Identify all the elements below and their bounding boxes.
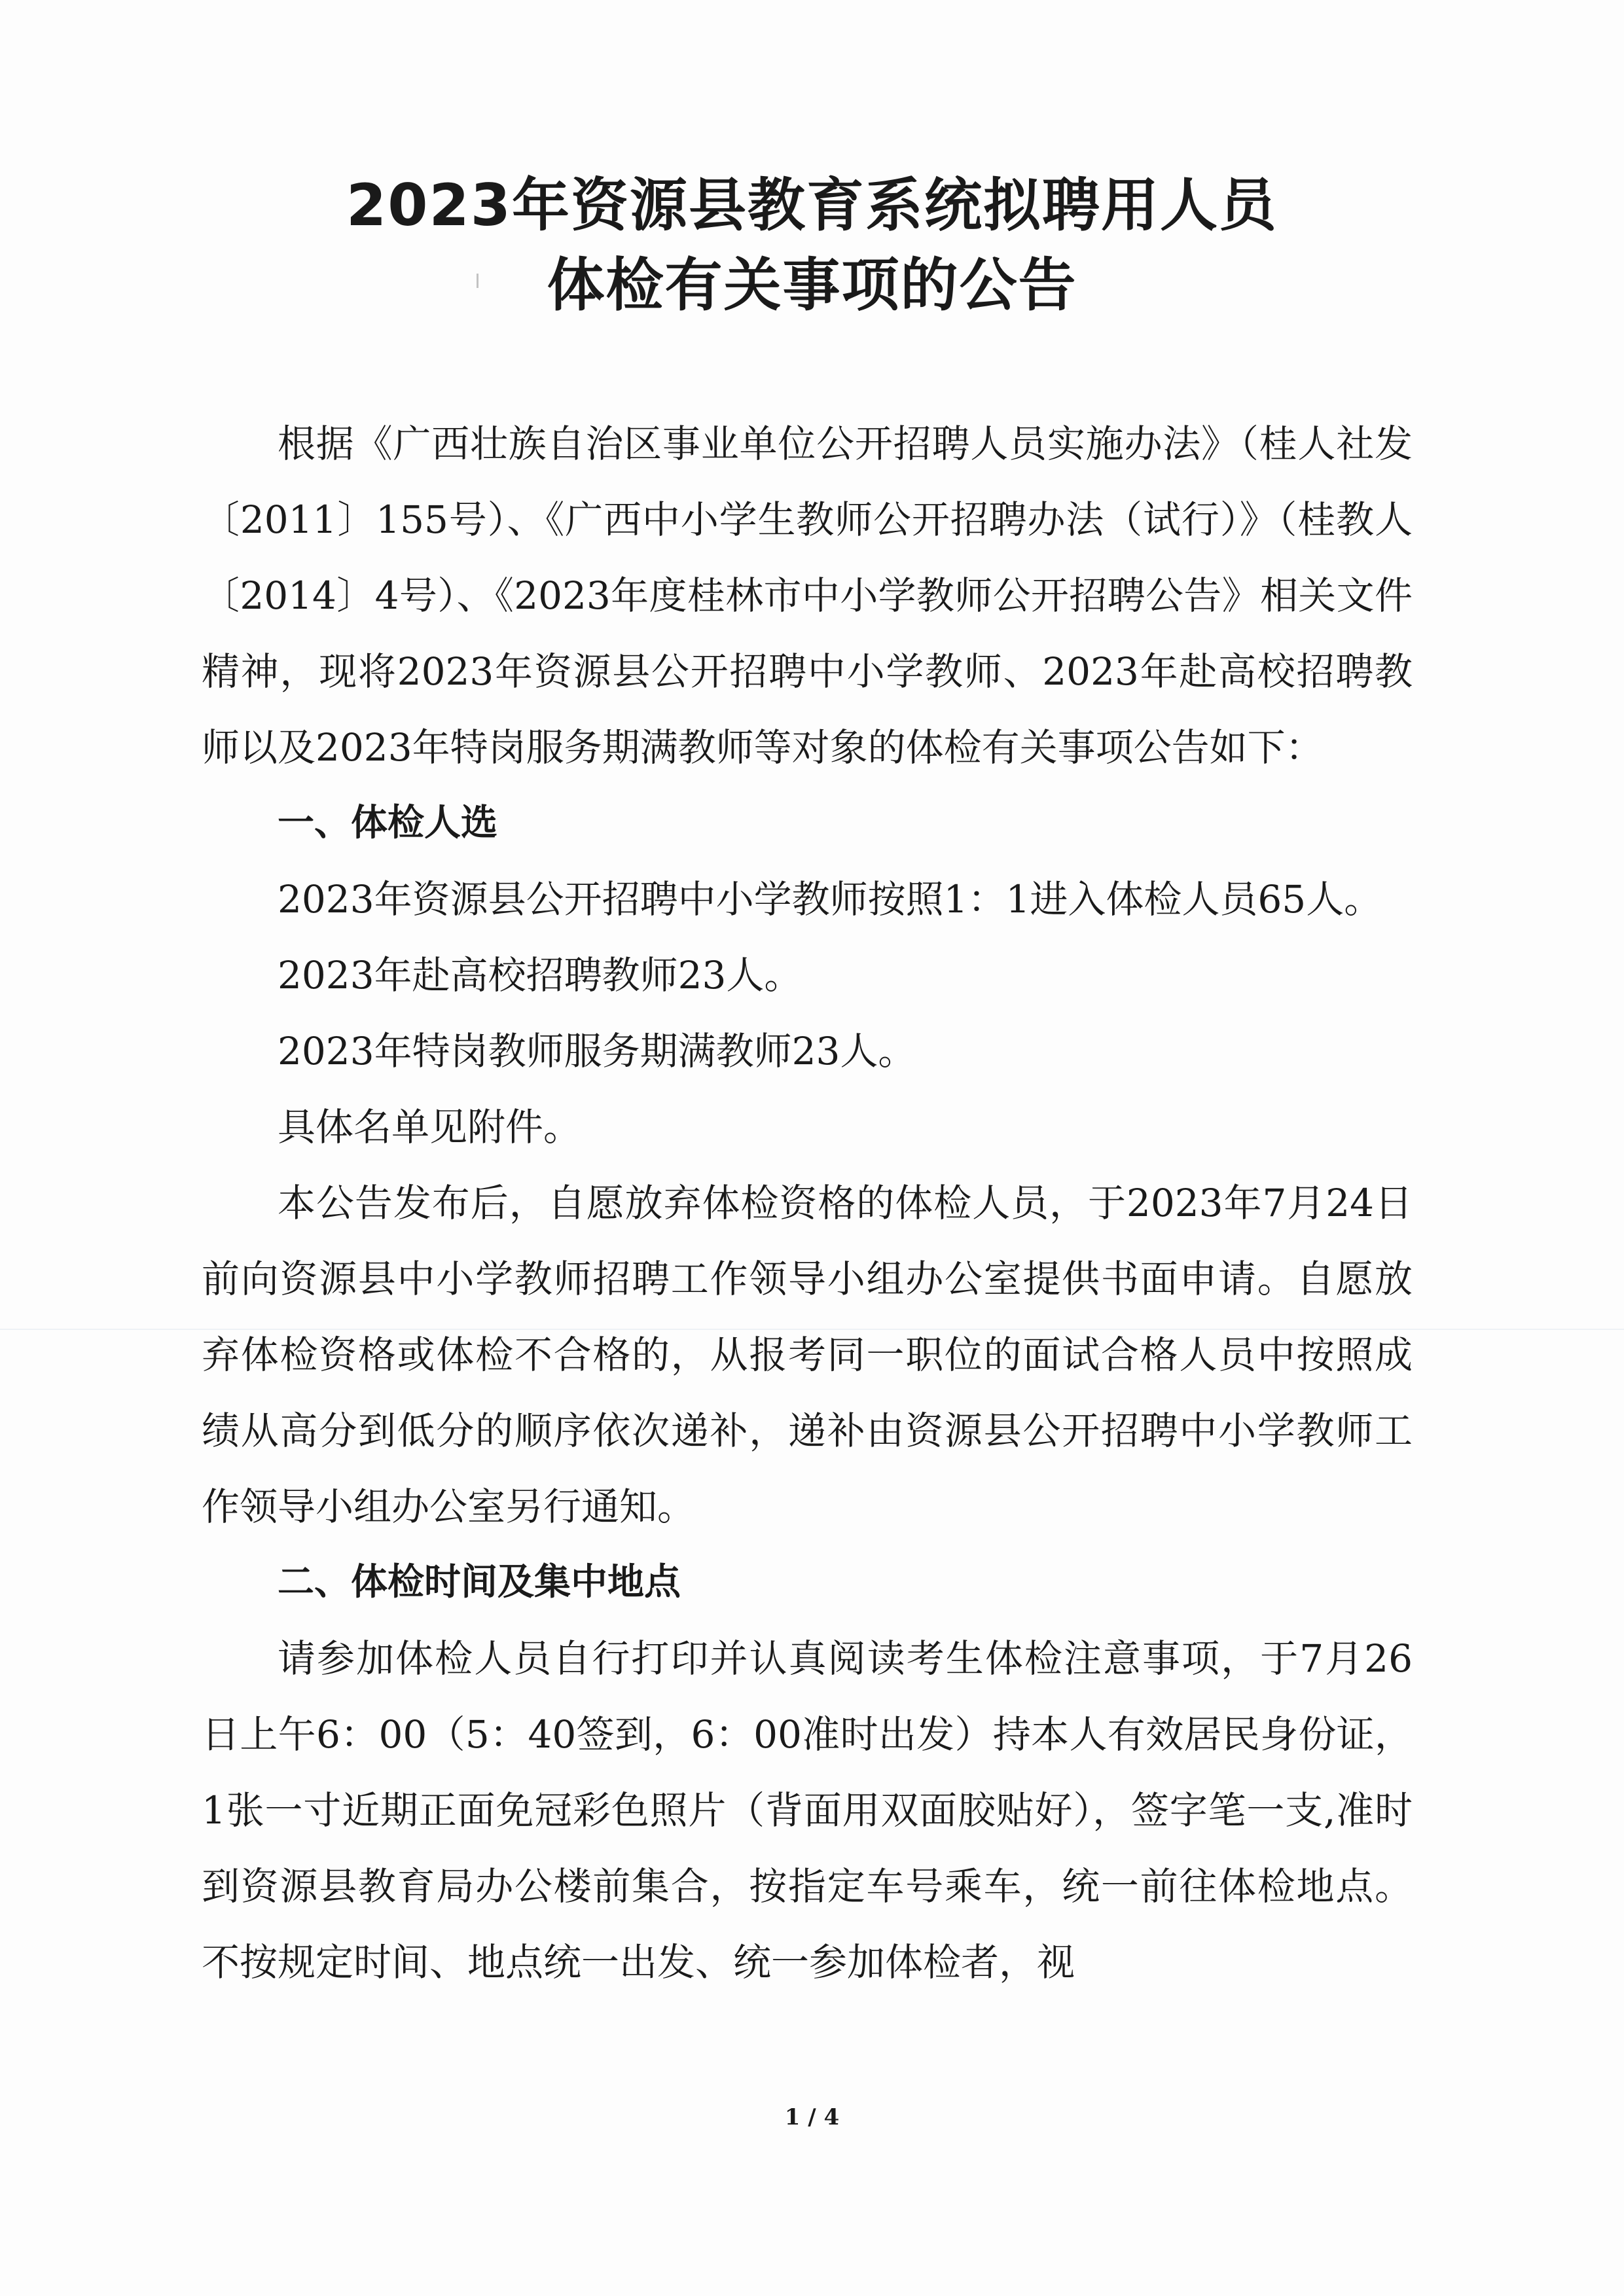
document-title-line-2: 体检有关事项的公告 <box>547 251 1077 319</box>
section-1-paragraph-5: 本公告发布后，自愿放弃体检资格的体检人员，于2023年7月24日前向资源县中小学教师招聘工作领导小组办公室提供书面申请。自愿放弃体检资格或体检不合格的，从报考同一职位的面试合格人员中按照成绩从高分到低分的顺序依次递补，递补由资源县公开招聘中小学教师工作领导小组办公室另行通知。 <box>202 1181 1413 1529</box>
section-1-paragraph-2: 2023年赴高校招聘教师23人。 <box>278 953 803 997</box>
page-number: 1 / 4 <box>784 2104 840 2130</box>
intro-paragraph: 根据《广西壮族自治区事业单位公开招聘人员实施办法》（桂人社发〔2011〕155号）、《广西中小学生教师公开招聘办法（试行）》（桂教人〔2014〕4号）、《2023年度桂林市中小学教师公开招聘公告》相关文件精神，现将2023年资源县公开招聘中小学教师、2023年赴高校招聘教师以及2023年特岗服务期满教师等对象的体检有关事项公告如下： <box>202 422 1413 770</box>
section-1-paragraph-3: 2023年特岗教师服务期满教师23人。 <box>278 1029 916 1073</box>
section-2-paragraph-1: 请参加体检人员自行打印并认真阅读考生体检注意事项，于7月26日上午6：00（5：40签到，6：00准时出发）持本人有效居民身份证，1张一寸近期正面免冠彩色照片（背面用双面胶贴好），签字笔一支,准时到资源县教育局办公楼前集合，按指定车号乘车，统一前往体检地点。不按规定时间、地点统一出发、统一参加体检者，视 <box>202 1636 1413 1984</box>
section-1-paragraph-4: 具体名单见附件。 <box>278 1105 582 1149</box>
document-title-line-1: 2023年资源县教育系统拟聘用人员 <box>346 171 1278 239</box>
section-2-heading: 二、体检时间及集中地点 <box>278 1561 681 1604</box>
document-body <box>202 406 1413 2000</box>
section-1-heading: 一、体检人选 <box>278 802 497 844</box>
section-1-paragraph-1: 2023年资源县公开招聘中小学教师按照1：1进入体检人员65人。 <box>278 877 1382 922</box>
